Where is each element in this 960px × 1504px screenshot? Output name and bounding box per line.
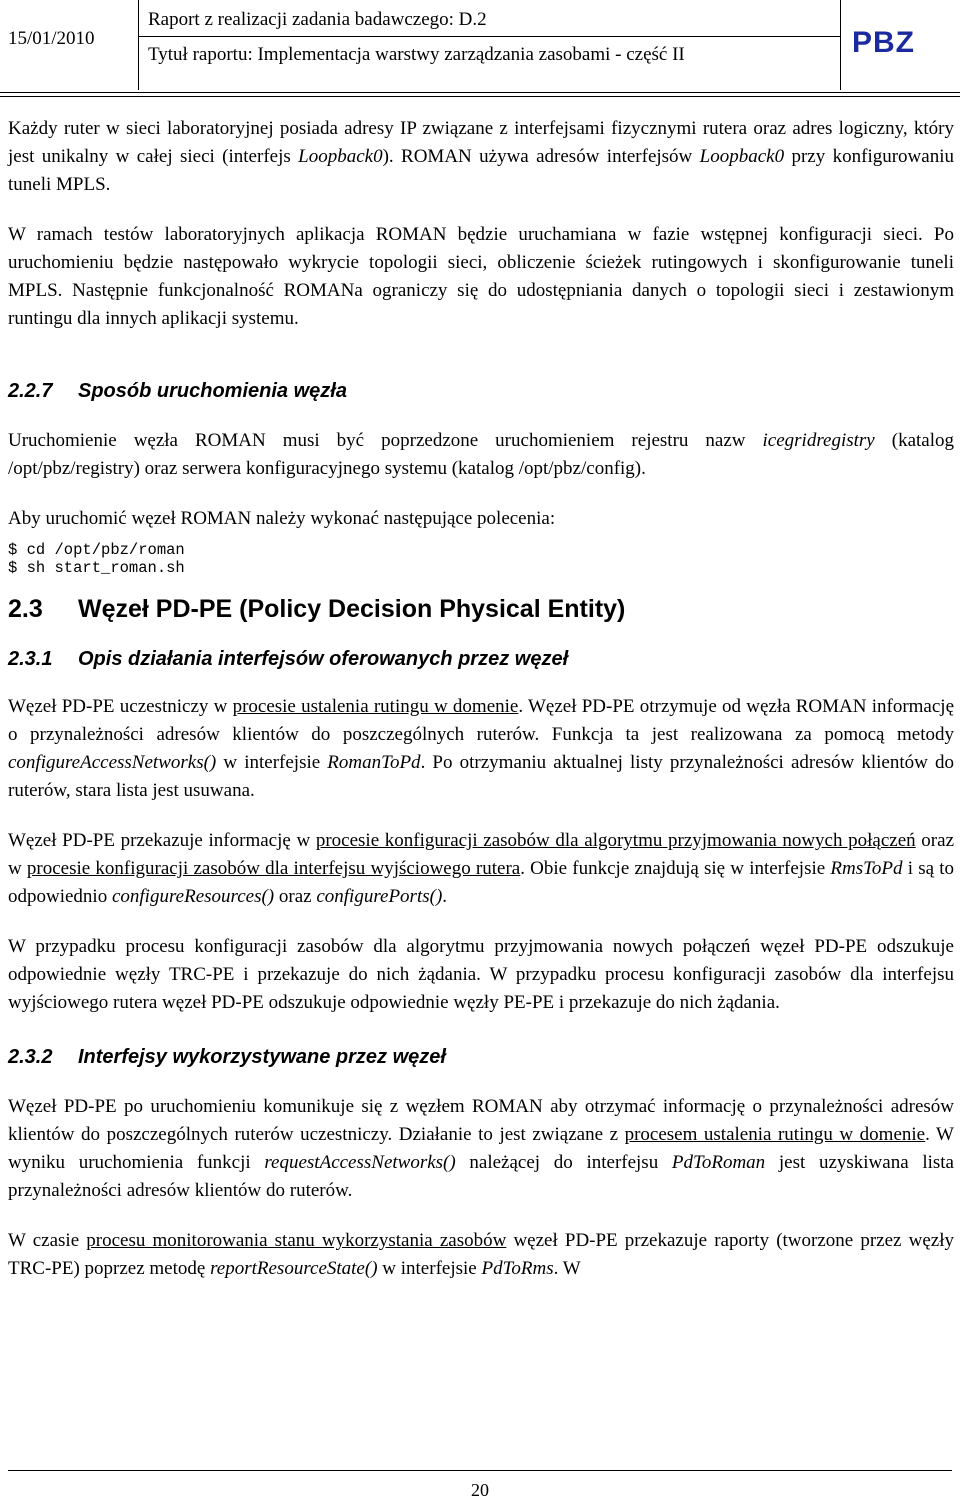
code-line: $ cd /opt/pbz/roman bbox=[8, 541, 185, 559]
section-title: Interfejsy wykorzystywane przez węzeł bbox=[78, 1046, 446, 1068]
process-link[interactable]: procesie konfiguracji zasobów dla algorytmu przyjmowania nowych połączeń bbox=[315, 830, 916, 851]
header-date: 15/01/2010 bbox=[8, 28, 95, 49]
section-title: Węzeł PD-PE (Policy Decision Physical Entity) bbox=[78, 595, 626, 623]
paragraph bbox=[8, 427, 954, 483]
section-heading-2-3-2 bbox=[8, 1043, 954, 1071]
text-run: przy konfigurowaniu tuneli MPLS. bbox=[8, 146, 954, 195]
document-body bbox=[8, 115, 954, 1283]
method-name: configurePorts() bbox=[316, 886, 443, 907]
section-heading-2-3 bbox=[8, 593, 954, 625]
text-run: . W bbox=[553, 1258, 581, 1279]
text-run: . bbox=[442, 886, 448, 907]
text-run-italic: Loopback0 bbox=[699, 146, 785, 167]
method-name: reportResourceState() bbox=[210, 1258, 378, 1279]
section-number: 2.2.7 bbox=[8, 380, 53, 402]
text-run: W czasie bbox=[8, 1230, 87, 1251]
process-link[interactable]: procesie konfiguracji zasobów dla interfejsu wyjściowego rutera bbox=[26, 858, 521, 879]
header-report-subtitle: Tytuł raportu: Implementacja warstwy zarządzania zasobami - część II bbox=[148, 44, 685, 65]
code-line: $ sh start_roman.sh bbox=[8, 559, 185, 577]
process-link[interactable]: procesem ustalenia rutingu w domenie bbox=[624, 1124, 926, 1145]
header-report-title: Raport z realizacji zadania badawczego: D.2 bbox=[148, 9, 487, 30]
paragraph bbox=[8, 115, 954, 199]
text-run: Uruchomienie węzła ROMAN musi być poprzedzone uruchomieniem rejestru nazw bbox=[8, 430, 763, 451]
interface-name: PdToRoman bbox=[671, 1152, 766, 1173]
page-number: 20 bbox=[471, 1480, 489, 1500]
section-title: Opis działania interfejsów oferowanych przez węzeł bbox=[78, 648, 569, 670]
code-block bbox=[8, 541, 954, 577]
section-heading-2-3-1 bbox=[8, 645, 954, 673]
section-number: 2.3 bbox=[8, 595, 43, 623]
text-run: . W wyniku uruchomienia funkcji bbox=[8, 1124, 954, 1173]
text-run: w interfejsie bbox=[377, 1258, 482, 1279]
text-run: . Węzeł PD-PE otrzymuje od węzła ROMAN informację o przynależności adresów klientów do poszczególnych ruterów. Funkcja ta jest realizowana za pomocą metody bbox=[8, 696, 955, 745]
brand-logo: PBZ bbox=[852, 26, 915, 59]
text-run: Każdy ruter w sieci laboratoryjnej posiada adresy IP związane z interfejsami fizycznymi rutera oraz adres logiczny, który jest unikalny w całej sieci (interfejs bbox=[8, 118, 954, 167]
paragraph: W ramach testów laboratoryjnych aplikacja ROMAN będzie uruchamiana w fazie wstępnej konfiguracji sieci. Po uruchomieniu będzie następowało wykrycie topologii sieci, obliczenie ścieżek rutingowych i skonfigurowanie tuneli MPLS. Następnie funkcjonalność ROMANa ograniczy się do udostępniania danych o topologii sieci i zestawionym runtingu dla innych aplikacji systemu. bbox=[8, 224, 954, 329]
paragraph: W przypadku procesu konfiguracji zasobów dla algorytmu przyjmowania nowych połączeń węzeł PD-PE odszukuje odpowiednie węzły TRC-PE i przekazuje do nich żądania. W przypadku procesu konfiguracji zasobów dla interfejsu wyjściowego rutera węzeł PD-PE odszukuje odpowiednie węzły PE-PE i przekazuje do nich żądania. bbox=[8, 936, 954, 1013]
paragraph bbox=[8, 1093, 954, 1205]
interface-name: RomanToPd bbox=[327, 752, 421, 773]
method-name: configureAccessNetworks() bbox=[8, 752, 217, 773]
footer-rule bbox=[8, 1470, 952, 1471]
section-number: 2.3.2 bbox=[8, 1046, 53, 1068]
text-run: ). ROMAN używa adresów interfejsów bbox=[382, 146, 700, 167]
interface-name: PdToRms bbox=[481, 1258, 554, 1279]
text-run: . Po otrzymaniu aktualnej listy przynależności adresów klientów do ruterów, stara lista jest usuwana. bbox=[8, 752, 954, 801]
method-name: requestAccessNetworks() bbox=[264, 1152, 456, 1173]
text-run: w interfejsie bbox=[216, 752, 328, 773]
text-run: . Obie funkcje znajdują się w interfejsie bbox=[520, 858, 831, 879]
header-divider bbox=[138, 36, 840, 37]
text-run: oraz w bbox=[8, 830, 954, 879]
text-run: jest uzyskiwana lista przynależności adresów klientów do ruterów. bbox=[8, 1152, 954, 1201]
text-run: (katalog /opt/pbz/registry) oraz serwera konfiguracyjnego systemu (katalog /opt/pbz/config). bbox=[8, 430, 954, 479]
text-run: oraz bbox=[274, 886, 317, 907]
header-bottom-rule bbox=[0, 92, 960, 97]
page-header bbox=[0, 0, 960, 90]
text-run: i są to odpowiednio bbox=[8, 858, 954, 907]
process-link[interactable]: procesu monitorowania stanu wykorzystania zasobów bbox=[86, 1230, 507, 1251]
section-heading-2-2-7 bbox=[8, 377, 954, 405]
paragraph bbox=[8, 693, 954, 805]
paragraph bbox=[8, 827, 954, 911]
text-run: należącej do interfejsu bbox=[455, 1152, 672, 1173]
paragraph: Aby uruchomić węzeł ROMAN należy wykonać następujące polecenia: bbox=[8, 508, 556, 529]
section-title: Sposób uruchomienia węzła bbox=[78, 380, 347, 402]
section-number: 2.3.1 bbox=[8, 648, 53, 670]
text-run: Węzeł PD-PE po uruchomieniu komunikuje się z węzłem ROMAN aby otrzymać informację o przynależności adresów klientów do poszczególnych ruterów uczestniczy. Działanie to jest związane z bbox=[8, 1096, 954, 1145]
text-run: Węzeł PD-PE przekazuje informację w bbox=[8, 830, 316, 851]
text-run-italic: icegridregistry bbox=[762, 430, 875, 451]
interface-name: RmsToPd bbox=[830, 858, 903, 879]
text-run-italic: Loopback0 bbox=[298, 146, 383, 167]
text-run: Węzeł PD-PE uczestniczy w bbox=[8, 696, 233, 717]
header-divider bbox=[138, 0, 139, 90]
method-name: configureResources() bbox=[111, 886, 275, 907]
paragraph bbox=[8, 1227, 954, 1283]
text-run: węzeł PD-PE przekazuje raporty (tworzone przez węzły TRC-PE) poprzez metodę bbox=[8, 1230, 954, 1279]
header-divider bbox=[840, 0, 841, 90]
process-link[interactable]: procesie ustalenia rutingu w domenie bbox=[232, 696, 519, 717]
